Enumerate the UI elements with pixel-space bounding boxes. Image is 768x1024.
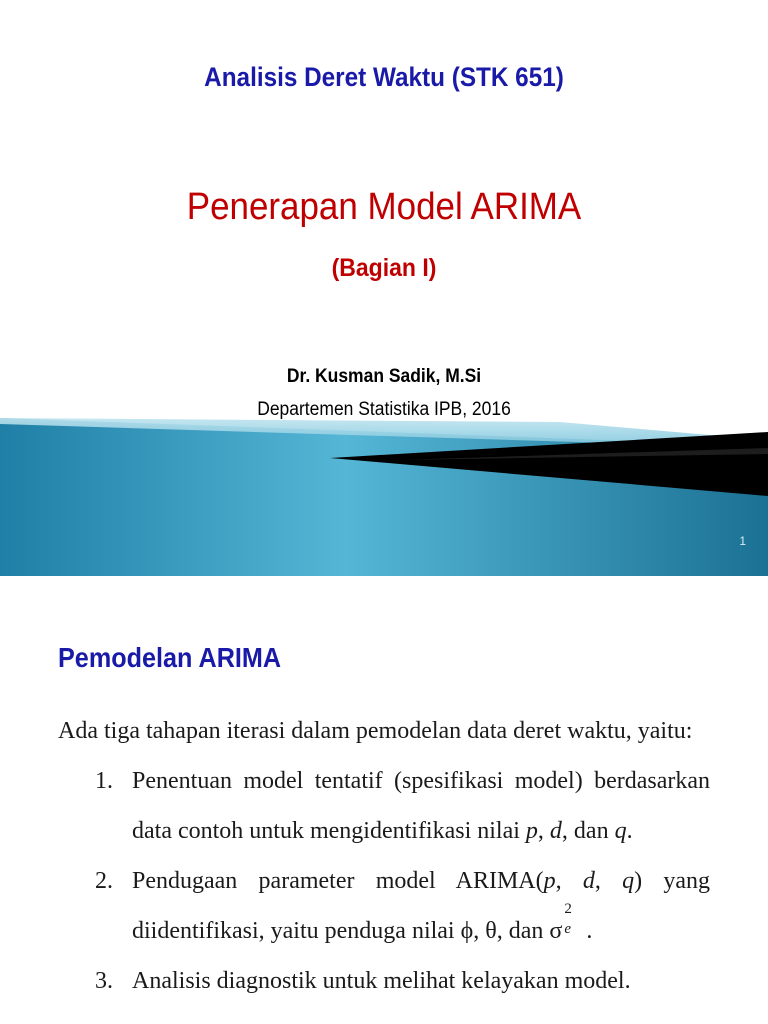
list-number: 2.	[95, 868, 113, 894]
var-p: p	[525, 818, 538, 844]
department-line: Departemen Statistika IPB, 2016	[257, 399, 511, 420]
author-name: Dr. Kusman Sadik, M.Si	[286, 366, 482, 387]
list-text: ) yang diidentifikasi, yaitu penduga nilai	[132, 868, 711, 944]
list-text: Penentuan model tentatif (spesifikasi model) berdasarkan data contoh untuk mengidentifikasi nilai	[132, 768, 710, 844]
course-title: Analisis Deret Waktu (STK 651)	[204, 62, 564, 92]
list-item	[58, 856, 710, 956]
subscript: e	[564, 921, 572, 937]
separator: , dan	[496, 918, 550, 944]
list-number: 3.	[95, 968, 113, 994]
var-q: q	[622, 868, 635, 894]
var-p: p	[543, 868, 556, 894]
separator: ,	[537, 818, 550, 844]
separator: ,	[473, 918, 486, 944]
content-slide	[0, 576, 768, 1024]
step-list	[58, 756, 710, 1006]
list-number: 1.	[95, 768, 113, 794]
separator: , dan	[561, 818, 615, 844]
intro-paragraph: Ada tiga tahapan iterasi dalam pemodelan data deret waktu, yaitu:	[58, 718, 693, 744]
slide-body	[58, 706, 710, 1006]
slide-number: 1	[739, 534, 746, 548]
var-d: d	[582, 868, 595, 894]
list-item	[58, 756, 710, 856]
var-q: q	[614, 818, 627, 844]
slide-title: Penerapan Model ARIMA	[186, 186, 582, 228]
symbol-sigma: σ	[549, 918, 563, 944]
slide-subtitle: (Bagian I)	[331, 254, 437, 282]
list-item	[58, 956, 710, 1006]
symbol-theta: θ	[485, 918, 497, 944]
period: .	[586, 918, 593, 944]
separator: ,	[594, 868, 623, 894]
decorative-banner	[0, 418, 768, 576]
separator: ,	[555, 868, 583, 894]
list-text: Pendugaan parameter model ARIMA(	[132, 868, 544, 894]
period: .	[626, 818, 633, 844]
superscript: 2	[564, 901, 572, 917]
symbol-sigma-e-squared	[549, 901, 586, 956]
var-d: d	[549, 818, 562, 844]
list-text: Analisis diagnostik untuk melihat kelayakan model.	[132, 968, 631, 994]
symbol-phi: ϕ	[460, 918, 474, 944]
section-heading: Pemodelan ARIMA	[58, 642, 282, 673]
